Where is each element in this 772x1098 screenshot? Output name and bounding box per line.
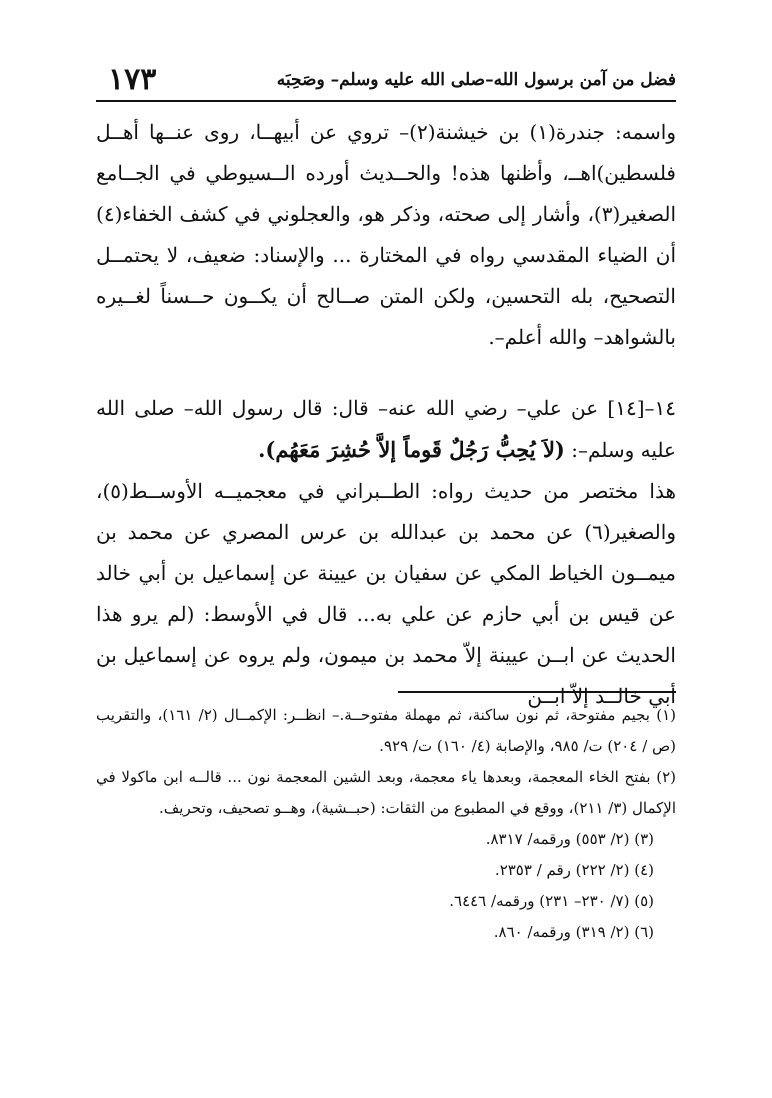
footnote-4: (٤) (٢/ ٢٢٢) رقم / ٢٣٥٣. bbox=[494, 861, 654, 879]
footnote-5: (٥) (٧/ ٢٣٠– ٢٣١) ورقمه/ ٦٤٤٦. bbox=[449, 892, 654, 910]
hadith-paragraph bbox=[96, 388, 676, 471]
footnote-divider bbox=[398, 691, 676, 693]
footnote-1: (١) بجيم مفتوحة، ثم نون ساكنة، ثم مهملة مفتوحــة.– انظــر: الإكمــال (٢/ ١٦١)، والتقريب (ص / ٢٠٤) ت/ ٩٨٥، والإصابة (٤/ ١٦٠) ت/ ٩٢٩. bbox=[96, 706, 676, 755]
page-header bbox=[96, 62, 676, 102]
paragraph-takhrij: هذا مختصر من حديث رواه: الطــبراني في معجميــه الأوســط(٥)، والصغير(٦) عن محمد بن عبدالله بن عرس المصري عن محمد بن ميمــون الخياط المكي عن سفيان بن عيينة عن إسماعيل بن أبي خالد عن قيس بن أبي حازم عن علي به... قال في الأوسط: (لم يرو هذا الحديث عن ابــن عيينة إلاّ محمد بن ميمون، ولم يروه عن إسماعيل بن أبي خالــد إلاّ ابــن bbox=[96, 479, 676, 708]
hadith-intro: ١٤–[١٤] عن علي– رضي الله عنه– قال: قال رسول الله– صلى الله عليه وسلم–: bbox=[96, 396, 676, 462]
footnote-2: (٢) بفتح الخاء المعجمة، وبعدها ياء معجمة، وبعد الشين المعجمة نون ... قالــه ابن ماكولا في الإكمال (٣/ ٢١١)، ووقع في المطبوع من الثقات: (حبــشية)، وهــو تصحيف، وتحريف. bbox=[96, 768, 676, 817]
footnotes bbox=[96, 700, 676, 948]
running-title: فضل من آمن برسول الله–صلى الله عليه وسلم– وصَحِبَه bbox=[276, 70, 676, 90]
footnote-3: (٣) (٢/ ٥٥٣) ورقمه/ ٨٣١٧. bbox=[485, 830, 654, 848]
paragraph-narrator-note: واسمه: جندرة(١) بن خيشنة(٢)– تروي عن أبيهــا، روى عنــها أهــل فلسطين)اهــ، وأظنها هذه! والحــديث أورده الــسيوطي في الجــامع الصغير(٣)، وأشار إلى صحته، وذكر هو، والعجلوني في كشف الخفاء(٤) أن الضياء المقدسي رواه في المختارة ... والإسناد: ضعيف، لا يحتمــل التصحيح، بله التحسين، ولكن المتن صــالح أن يكــون حــسناً لغــيره بالشواهد– والله أعلم–. bbox=[96, 120, 676, 349]
footnote-6: (٦) (٢/ ٣١٩) ورقمه/ ٨٦٠. bbox=[493, 923, 654, 941]
hadith-text: (لاَ يُحِبُّ رَجُلٌ قَوماً إلاَّ حُشِرَ مَعَهُم). bbox=[258, 437, 565, 462]
page-number: ١٧٣ bbox=[108, 62, 157, 97]
main-text bbox=[96, 112, 676, 717]
